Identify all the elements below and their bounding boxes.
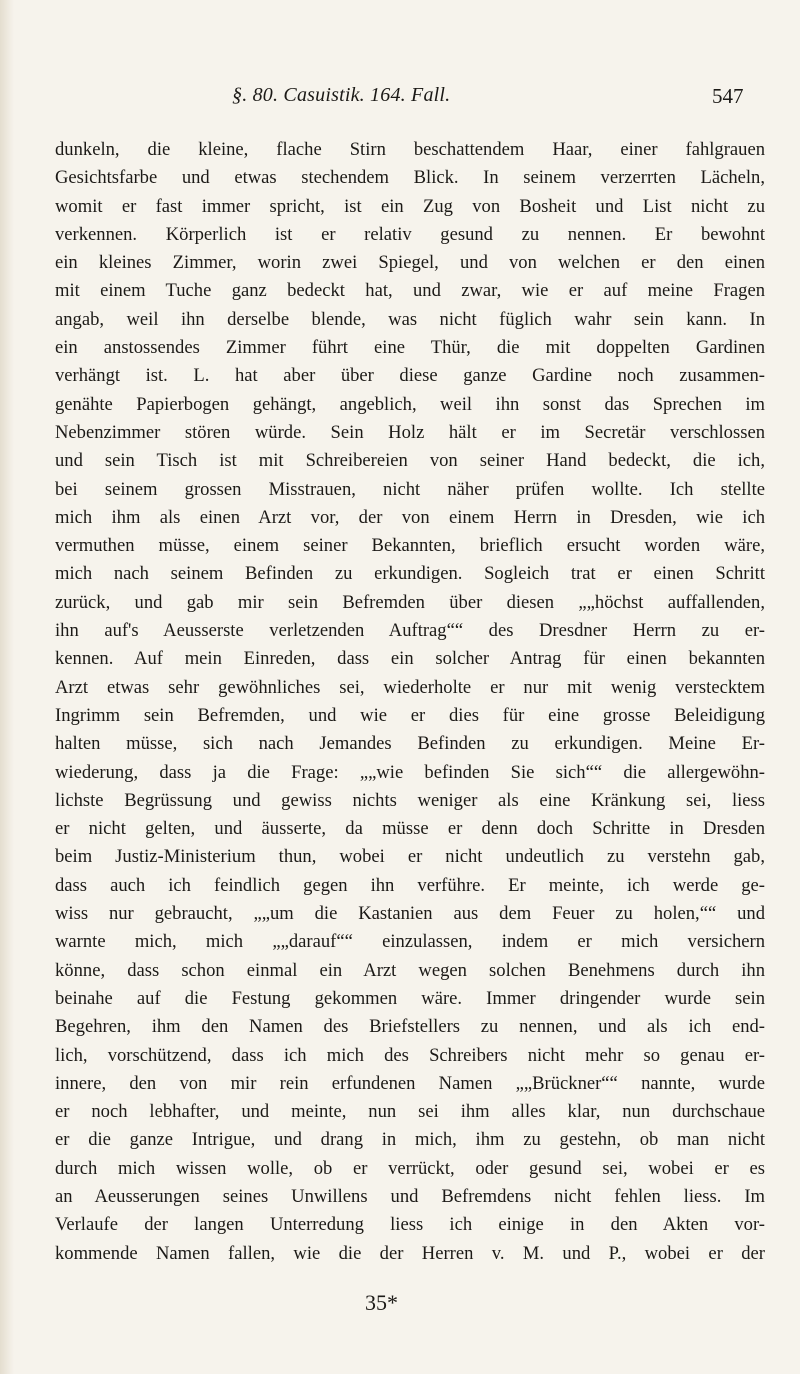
running-head: §. 80. Casuistik. 164. Fall.: [232, 84, 451, 106]
text-line: er die ganze Intrigue, und drang in mich, ihm zu gestehn, ob man nicht: [55, 1129, 765, 1151]
text-line: kommende Namen fallen, wie die der Herren v. M. und P., wobei er der: [55, 1242, 765, 1264]
text-line: ein kleines Zimmer, worin zwei Spiegel, und von welchen er den einen: [55, 252, 765, 274]
text-line: halten müsse, sich nach Jemandes Befinden zu erkundigen. Meine Er-: [55, 733, 765, 755]
text-line: Arzt etwas sehr gewöhnliches sei, wiederholte er nur mit wenig verstecktem: [55, 676, 765, 698]
text-line: an Aeusserungen seines Unwillens und Befremdens nicht fehlen liess. Im: [55, 1185, 765, 1207]
text-line: bei seinem grossen Misstrauen, nicht näher prüfen wollte. Ich stellte: [55, 478, 765, 500]
text-line: er nicht gelten, und äusserte, da müsse er denn doch Schritte in Dresden: [55, 818, 765, 840]
text-line: mich nach seinem Befinden zu erkundigen. Sogleich trat er einen Schritt: [55, 563, 765, 585]
text-line: Nebenzimmer stören würde. Sein Holz hält er im Secretär verschlossen: [55, 421, 765, 443]
text-line: verkennen. Körperlich ist er relativ gesund zu nennen. Er bewohnt: [55, 223, 765, 245]
text-line: verhängt ist. L. hat aber über diese ganze Gardine noch zusammen-: [55, 365, 765, 387]
signature-mark: 35*: [365, 1290, 398, 1315]
text-line: Gesichtsfarbe und etwas stechendem Blick. In seinem verzerrten Lächeln,: [55, 167, 765, 189]
text-line: genähte Papierbogen gehängt, angeblich, weil ihn sonst das Sprechen im: [55, 393, 765, 415]
text-line: Begehren, ihm den Namen des Briefstellers zu nennen, und als ich end-: [55, 1016, 765, 1038]
text-line: innere, den von mir rein erfundenen Namen „„Brückner““ nannte, wurde: [55, 1072, 765, 1094]
page-number: 547: [712, 84, 744, 108]
text-line: zurück, und gab mir sein Befremden über diesen „„höchst auffallenden,: [55, 591, 765, 613]
text-line: Ingrimm sein Befremden, und wie er dies für eine grosse Beleidigung: [55, 704, 765, 726]
text-line: dass auch ich feindlich gegen ihn verführe. Er meinte, ich werde ge-: [55, 874, 765, 896]
text-line: könne, dass schon einmal ein Arzt wegen solchen Benehmens durch ihn: [55, 959, 765, 981]
text-line: beinahe auf die Festung gekommen wäre. Immer dringender wurde sein: [55, 987, 765, 1009]
text-line: mich ihm als einen Arzt vor, der von einem Herrn in Dresden, wie ich: [55, 506, 765, 528]
text-line: mit einem Tuche ganz bedeckt hat, und zwar, wie er auf meine Fragen: [55, 280, 765, 302]
text-line: wiss nur gebraucht, „„um die Kastanien aus dem Feuer zu holen,““ und: [55, 903, 765, 925]
text-line: wiederung, dass ja die Frage: „„wie befinden Sie sich““ die allergewöhn-: [55, 761, 765, 783]
text-line: ihn auf's Aeusserste verletzenden Auftrag““ des Dresdner Herrn zu er-: [55, 620, 765, 642]
text-line: Verlaufe der langen Unterredung liess ich einige in den Akten vor-: [55, 1214, 765, 1236]
text-line: und sein Tisch ist mit Schreibereien von seiner Hand bedeckt, die ich,: [55, 450, 765, 472]
text-line: vermuthen müsse, einem seiner Bekannten, brieflich ersucht worden wäre,: [55, 535, 765, 557]
page-gutter-shadow: [0, 0, 14, 1374]
text-line: womit er fast immer spricht, ist ein Zug von Bosheit und List nicht zu: [55, 195, 765, 217]
text-line: angab, weil ihn derselbe blende, was nicht füglich wahr sein kann. In: [55, 308, 765, 330]
text-line: lich, vorschützend, dass ich mich des Schreibers nicht mehr so genau er-: [55, 1044, 765, 1066]
text-line: durch mich wissen wolle, ob er verrückt, oder gesund sei, wobei er es: [55, 1157, 765, 1179]
body-text: [55, 136, 765, 1268]
text-line: er noch lebhafter, und meinte, nun sei ihm alles klar, nun durchschaue: [55, 1101, 765, 1123]
text-line: lichste Begrüssung und gewiss nichts weniger als eine Kränkung sei, liess: [55, 789, 765, 811]
text-line: warnte mich, mich „„darauf““ einzulassen, indem er mich versichern: [55, 931, 765, 953]
page-header: [0, 84, 800, 116]
text-line: ein anstossendes Zimmer führt eine Thür, die mit doppelten Gardinen: [55, 337, 765, 359]
text-line: beim Justiz-Ministerium thun, wobei er nicht undeutlich zu verstehn gab,: [55, 846, 765, 868]
text-line: kennen. Auf mein Einreden, dass ein solcher Antrag für einen bekannten: [55, 648, 765, 670]
text-line: dunkeln, die kleine, flache Stirn beschattendem Haar, einer fahlgrauen: [55, 139, 765, 160]
